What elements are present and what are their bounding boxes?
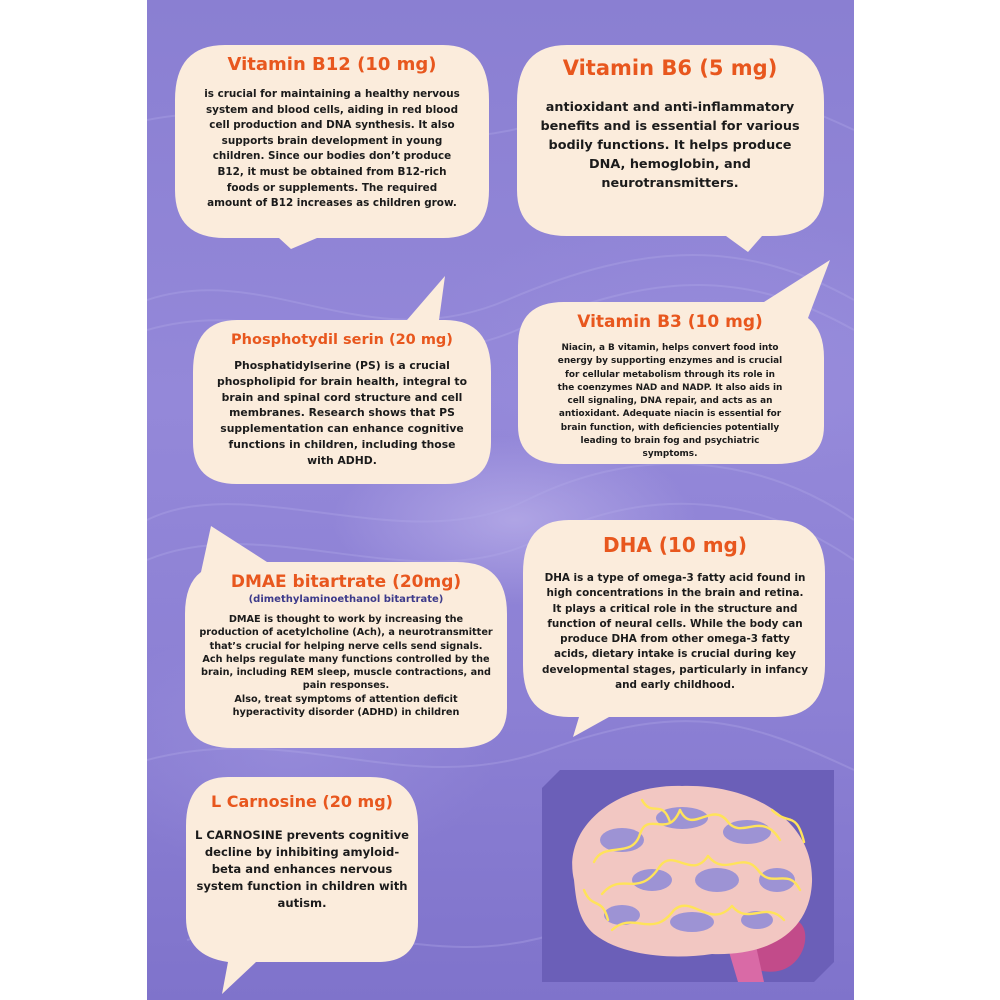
section-title: Vitamin B3 (10 mg) [577,312,763,332]
section-title: DMAE bitartrate (20mg) [230,572,462,592]
bubble-dha [517,515,832,740]
section-text: Phosphatidylserine (PS) is a crucial phospholipid for brain health, integral to brain and spinal cord structure and cell membranes. Research shows that PS supplementation can enhance cognitive functions in children, including those with ADHD. [216,359,468,467]
section-text: L CARNOSINE prevents cognitive decline by inhibiting amyloid- beta and enhances nervous system function in children with autism. [194,828,410,910]
section-text: antioxidant and anti-inflammatory benefits and is essential for various bodily functions. It helps produce DNA, hemoglobin, and neurotransmitters. [540,100,800,191]
section-subtitle: (dimethylaminoethanol bitartrate) [248,594,444,605]
section-text: is crucial for maintaining a healthy nervous system and blood cells, aiding in red blood cell production and DNA synthesis. It also supports brain development in young children. Since our bodies don’t produce B12, it must be obtained from B12-rich foods or supplements. The required amount of B12 increases as children grow. [204,88,460,210]
section-title: Vitamin B12 (10 mg) [227,54,437,75]
section-title: DHA (10 mg) [602,533,747,557]
section-text: DMAE is thought to work by increasing the production of acetylcholine (Ach), a neurotransmitter that’s crucial for helping nerve cells send signals. Ach helps regulate many functions controlled by the brain, including REM sleep, muscle contractions, and pain responses. Also, treat symptoms of attention deficit hyperactivity disorder (ADHD) in children [199,614,493,719]
bubble-vitamin-b6 [512,40,830,255]
section-text: DHA is a type of omega-3 fatty acid found in high concentrations in the brain and retina. It plays a critical role in the structure and function of neural cells. While the body can produce DHA from other omega-3 fatty acids, dietary intake is crucial during key developmental stages, particularly in infancy and early childhood. [542,572,808,692]
section-title: Vitamin B6 (5 mg) [562,56,778,80]
bubble-l-carnosine [182,772,422,994]
section-title: Phosphotydil serin (20 mg) [231,332,453,348]
bubble-phosphotydil-serin [187,272,497,490]
infographic-poster [147,0,854,1000]
section-title: L Carnosine (20 mg) [211,792,393,811]
brain-icon [542,770,834,982]
brain-illustration [542,770,834,982]
bubble-dmae-bitartrate [177,522,512,754]
section-text: Niacin, a B vitamin, helps convert food into energy by supporting enzymes and is crucial for cellular metabolism through its role in the coenzymes NAD and NADP. It also aids in cell signaling, DNA repair, and acts as an antioxidant. Adequate niacin is essential for brain function, with deficiencies potentially leading to brain fog and psychiatric symptoms. [557,343,783,460]
bubble-vitamin-b12 [167,40,501,252]
bubble-vitamin-b3 [512,258,830,470]
